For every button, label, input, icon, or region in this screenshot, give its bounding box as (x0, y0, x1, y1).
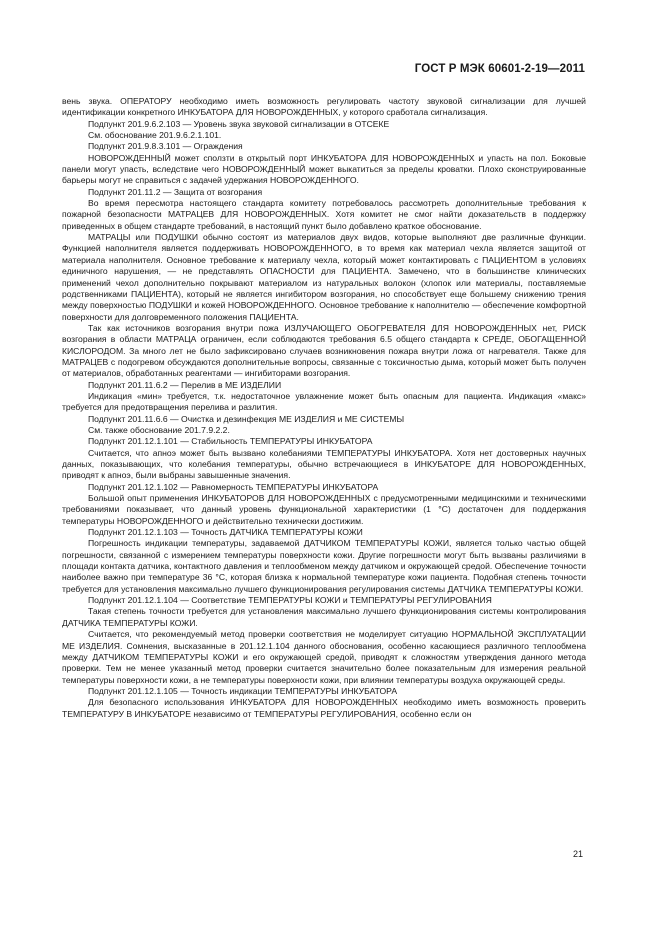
subclause-heading: Подпункт 201.12.1.101 — Стабильность ТЕМПЕРАТУРЫ ИНКУБАТОРА (88, 436, 373, 447)
paragraph: Считается, что рекомендуемый метод проверки соответствия не моделирует ситуацию НОРМАЛЬНОЙ ЭКСПЛУАТАЦИИ МЕ ИЗДЕЛИЯ. Сомнения, высказанные в 201.12.1.104 данного обоснования, особенно касающиеся различного теплообмена между ДАТЧИКОМ ТЕМПЕРАТУРЫ КОЖИ и его окружающей средой, приводят к сложностям утверждения данного метода проверки. Тем не менее указанный метод проверки считается значительно более показательным для измерения реальной температуры поверхности кожи, а не температуры поверхности кожи, при влиянии температуры воздуха окружающей среды. (62, 629, 586, 685)
paragraph: вень звука. ОПЕРАТОРУ необходимо иметь возможность регулировать частоту звуковой сигнализации для лучшей идентификации конкретного ИНКУБАТОРА ДЛЯ НОВОРОЖДЕННЫХ, у которого сработала сигнализация. (62, 96, 586, 118)
paragraph: Большой опыт применения ИНКУБАТОРОВ ДЛЯ НОВОРОЖДЕННЫХ с предусмотренными медицинскими и техническими требованиями показывает, что данный уровень функциональной характеристики (1 °С) достаточен для поддержания температуры НОВОРОЖДЕННОГО и действительно технически достижим. (62, 493, 586, 526)
page-number: 21 (572, 849, 583, 859)
paragraph: Такая степень точности требуется для установления максимально лучшего функционирования системы контролирования ДАТЧИКА ТЕМПЕРАТУРЫ КОЖИ. (62, 606, 586, 628)
subclause-heading: Подпункт 201.9.8.3.101 — Ограждения (88, 141, 243, 152)
paragraph: Так как источников возгорания внутри пожа ИЗЛУЧАЮЩЕГО ОБОГРЕВАТЕЛЯ ДЛЯ НОВОРОЖДЕННЫХ нет, РИСК возгорания в области МАТРАЦА ограничен, если соблюдаются требования 6.5 общего стандарта к СРЕДЕ, ОБОГАЩЕННОЙ КИСЛОРОДОМ. За много лет не было зафиксировано случаев возникновения пожара внутри ложа от нагревателя. Также для МАТРАЦЕВ с подогревом обсуждаются дополнительные вопросы, связанные с токсичностью дыма, который может быть получен от материалов, обработанных реагентами — ингибиторами возгорания. (62, 322, 586, 379)
paragraph: Во время пересмотра настоящего стандарта комитету потребовалось рассмотреть дополнительные требования к пожарной безопасности МАТРАЦЕВ ДЛЯ НОВОРОЖДЕННЫХ. Хотя комитет не смог найти доказательств в поддержку приведенных в общем стандарте требований, в настоящий пункт было добавлено краткое обоснование. (62, 198, 586, 231)
paragraph: Для безопасного использования ИНКУБАТОРА ДЛЯ НОВОРОЖДЕННЫХ необходимо иметь возможность проверить ТЕМПЕРАТУРУ В ИНКУБАТОРЕ независимо от ТЕМПЕРАТУРЫ РЕГУЛИРОВАНИЯ, особенно если он (62, 697, 586, 719)
subclause-heading: Подпункт 201.12.1.102 — Равномерность ТЕМПЕРАТУРЫ ИНКУБАТОРА (88, 481, 379, 492)
subclause-heading: Подпункт 201.9.6.2.103 — Уровень звука звуковой сигнализации в ОТСЕКЕ (88, 118, 390, 129)
subclause-heading: Подпункт 201.12.1.104 — Соответствие ТЕМПЕРАТУРЫ КОЖИ и ТЕМПЕРАТУРЫ РЕГУЛИРОВАНИЯ (88, 595, 492, 606)
subclause-heading: Подпункт 201.12.1.105 — Точность индикации ТЕМПЕРАТУРЫ ИНКУБАТОРА (88, 685, 398, 696)
paragraph: См. обоснование 201.9.6.2.1.101. (88, 130, 222, 141)
subclause-heading: Подпункт 201.11.6.6 — Очистка и дезинфекция МЕ ИЗДЕЛИЯ и МЕ СИСТЕМЫ (88, 413, 405, 424)
subclause-heading: Подпункт 201.11.6.2 — Перелив в МЕ ИЗДЕЛИИ (88, 379, 282, 390)
standard-header: ГОСТ Р МЭК 60601-2-19—2011 (414, 63, 585, 75)
paragraph: Считается, что апноэ может быть вызвано колебаниями ТЕМПЕРАТУРЫ ИНКУБАТОРА. Хотя нет достоверных научных данных, показывающих, что колебания температуры, обычно встречающиеся в ИНКУБАТОРЕ ДЛЯ НОВОРОЖДЕННЫХ, приводят к апноэ, были выбраны завышенные значения. (62, 447, 586, 481)
paragraph: Индикация «мин» требуется, т.к. недостаточное увлажнение может быть опасным для пациента. Индикация «макс» требуется для предотвращения перелива и разлития. (62, 390, 586, 413)
paragraph: МАТРАЦЫ или ПОДУШКИ обычно состоят из материалов двух видов, которые выполняют две различные функции. Функцией наполнителя является поддерживать НОВОРОЖДЕННОГО, в то время как материал чехла является защитой от материала наполнителя. Основное требование к материалу чехла, который может контактировать с ПАЦИЕНТОМ в условиях единичного нарушения, — не представлять ОПАСНОСТИ для ПАЦИЕНТА. Замечено, что в большинстве клинических применений чехол дополнительно покрывают материалом из натуральных волокон (хлопок или материалы, поставляемые родственниками ПАЦИЕНТА), который не является ингибитором возгорания, но способствует еще большему снижению трения между поверхностью ПОДУШКИ и кожей НОВОРОЖДЕННОГО. Основное требование к наполнителю — обеспечение комфортной поверхности для долговременного положения ПАЦИЕНТА. (62, 232, 586, 322)
subclause-heading: Подпункт 201.11.2 — Защита от возгорания (88, 186, 263, 197)
body-text (62, 96, 586, 720)
paragraph: НОВОРОЖДЕННЫЙ может сползти в открытый порт ИНКУБАТОРА ДЛЯ НОВОРОЖДЕННЫХ и упасть на пол. Боковые панели могут упасть, вследствие чего НОВОРОЖДЕННЫЙ может выкатиться за пределы кроватки. Плохо сконструированные барьеры могут не справиться с задачей удержания НОВОРОЖДЕННОГО. (62, 152, 586, 186)
subclause-heading: Подпункт 201.12.1.103 — Точность ДАТЧИКА ТЕМПЕРАТУРЫ КОЖИ (88, 527, 363, 538)
paragraph: См. также обоснование 201.7.9.2.2. (88, 424, 230, 435)
paragraph: Погрешность индикации температуры, задаваемой ДАТЧИКОМ ТЕМПЕРАТУРЫ КОЖИ, является только частью общей погрешности, связанной с измерением температуры поверхности кожи. Другие погрешности могут быть вызваны различиями в площади контакта датчика, контактного давления и теплообменом между датчиком и окружающей средой. Обеспечение точности наиболее важно при температуре 36 °С, которая близка к нормальной температуре кожи пациента. Подобная степень точности требуется для установления максимально лучшего функционирования регулирования системы ДАТЧИКА ТЕМПЕРАТУРЫ КОЖИ. (62, 538, 586, 594)
